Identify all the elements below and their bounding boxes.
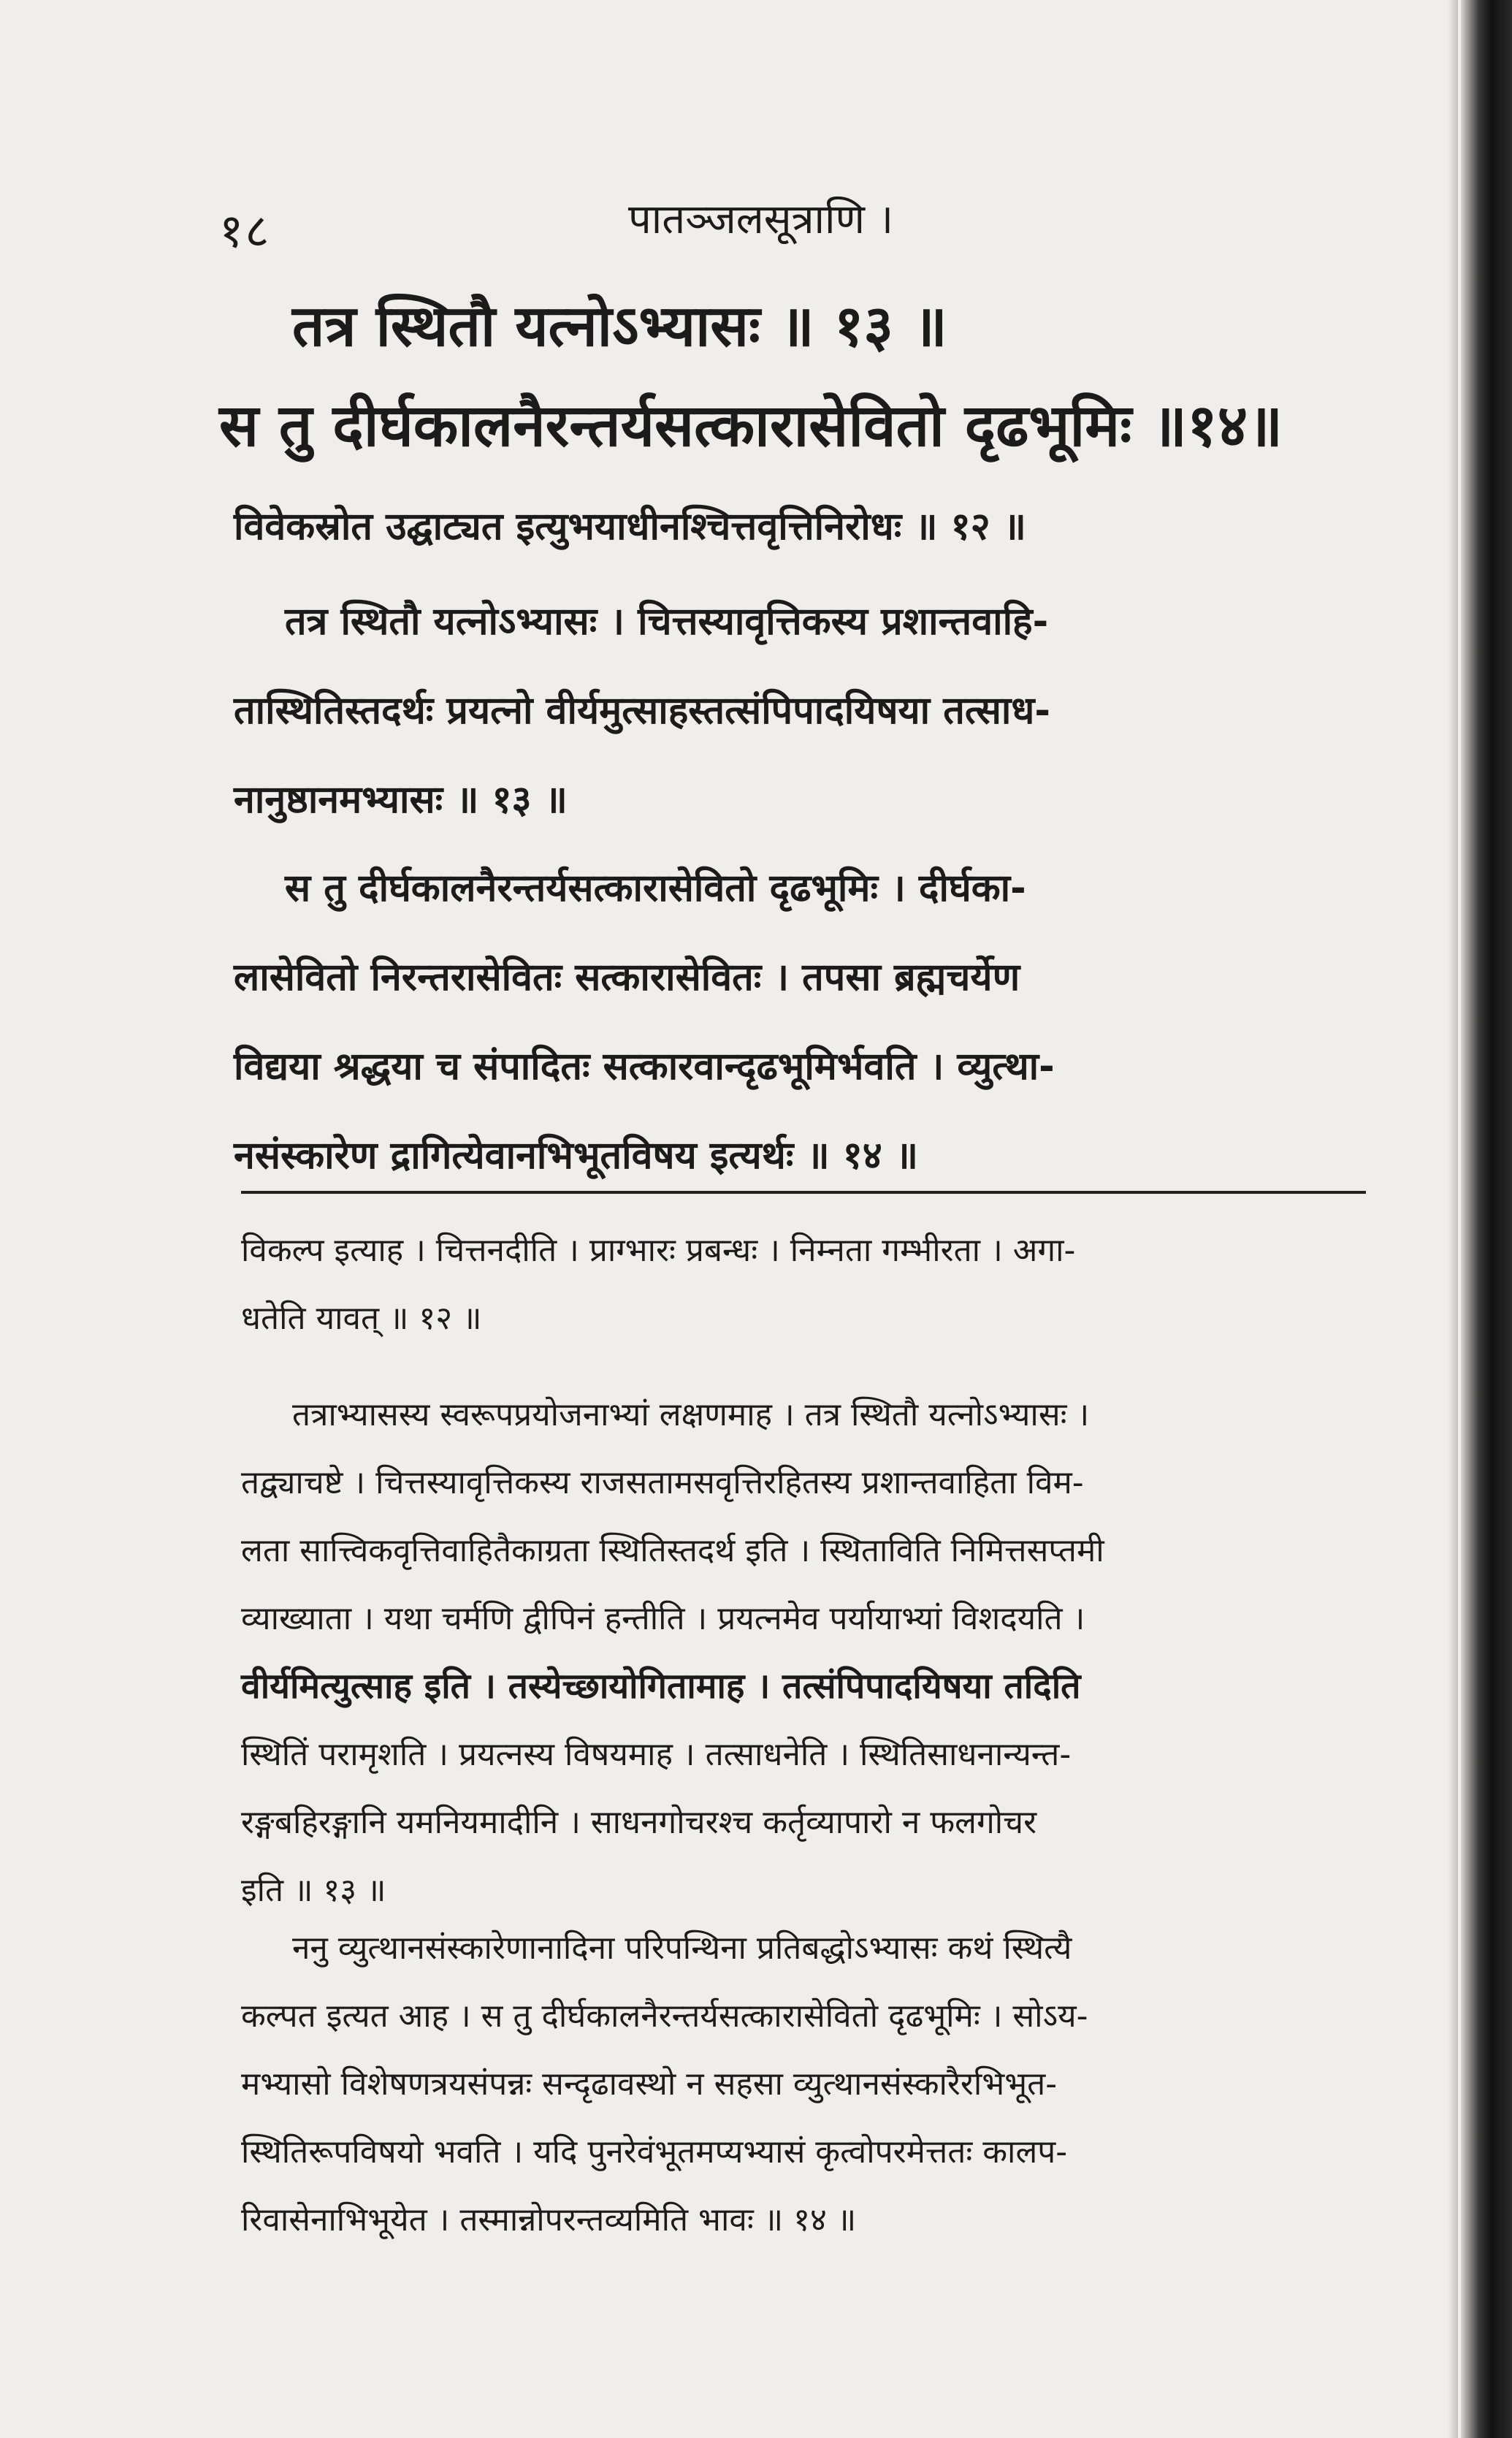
text-line: लासेवितो निरन्तरासेवितः सत्कारासेवितः । तपसा ब्रह्मचर्येण <box>234 956 1020 999</box>
main-text-sutra-14-gloss <box>234 844 1373 1200</box>
page-header <box>219 183 1359 259</box>
text-line: विद्यया श्रद्धया च संपादितः सत्कारवान्दृढभूमिर्भवति । व्युत्था- <box>234 1045 1055 1089</box>
comment-line: कल्पत इत्यत आह । स तु दीर्घकालनैरन्तर्यसत्कारासेवितो दृढभूमिः । सोऽय- <box>241 1997 1088 2035</box>
comment-line: लता सात्त्विकवृत्तिवाहितैकाग्रता स्थितिस्तदर्थ इति । स्थिताविति निमित्तसप्तमी <box>241 1532 1104 1569</box>
comment-line: रिवासेनाभिभूयेत । तस्मान्नोपरन्तव्यमिति भावः ॥ १४ ॥ <box>241 2201 857 2239</box>
comment-line: रङ्गबहिरङ्गानि यमनियमादीनि । साधनगोचरश्च कर्तृव्यापारो न फलगोचर <box>241 1804 1037 1841</box>
running-title: पातञ्जलसूत्राणि । <box>628 196 894 243</box>
text-line: नसंस्कारेण द्रागित्येवानभिभूतविषय इत्यर्थः ॥ १४ ॥ <box>234 1134 919 1178</box>
comment-line: इति ॥ १३ ॥ <box>241 1872 386 1909</box>
comment-line: विकल्प इत्याह । चित्तनदीति । प्राग्भारः प्रबन्धः । निम्नता गम्भीरता । अगा- <box>241 1232 1076 1269</box>
comment-line: मभ्यासो विशेषणत्रयसंपन्नः सन्दृढावस्थो न सहसा व्युत्थानसंस्कारैरभिभूत- <box>241 2065 1058 2103</box>
comment-line: स्थितिं परामृशति । प्रयत्नस्य विषयमाह । तत्साधनेति । स्थितिसाधनान्यन्त- <box>241 1736 1072 1773</box>
main-text-sutra-13-gloss <box>234 577 1373 845</box>
page-number: १८ <box>219 205 271 259</box>
commentary-12 <box>241 1216 1381 1352</box>
commentary-13 <box>241 1381 1381 1924</box>
text-line: नानुष्ठानमभ्यासः ॥ १३ ॥ <box>234 778 568 822</box>
sutra-14: स तु दीर्घकालनैरन्तर्यसत्कारासेवितो दृढभूमिः ॥१४॥ <box>219 392 1283 460</box>
commentary-14 <box>241 1914 1381 2254</box>
text-line: स तु दीर्घकालनैरन्तर्यसत्कारासेवितो दृढभूमिः । दीर्घका- <box>285 866 1026 910</box>
comment-line: धतेति यावत् ॥ १२ ॥ <box>241 1300 482 1337</box>
comment-line: ननु व्युत्थानसंस्कारेणानादिना परिपन्थिना प्रतिबद्धोऽभ्यासः कथं स्थित्यै <box>292 1930 1072 1967</box>
comment-line: व्याख्याता । यथा चर्मणि द्वीपिनं हन्तीति । प्रयत्नमेव पर्यायाभ्यां विशदयति । <box>241 1600 1085 1637</box>
main-text-prev-line <box>234 482 1373 571</box>
comment-line: तत्राभ्यासस्य स्वरूपप्रयोजनाभ्यां लक्षणमाह । तत्र स्थितौ यत्नोऽभ्यासः । <box>292 1396 1090 1433</box>
comment-line: तद्व्याचष्टे । चित्तस्यावृत्तिकस्य राजसतामसवृत्तिरहितस्य प्रशान्तवाहिता विम- <box>241 1464 1084 1501</box>
sutra-13: तत्र स्थितौ यत्नोऽभ्यासः ॥ १३ ॥ <box>292 294 947 359</box>
text-line: तास्थितिस्तदर्थः प्रयत्नो वीर्यमुत्साहस्तत्संपिपादयिषया तत्साध- <box>234 689 1050 733</box>
text-line: विवेकस्रोत उद्घाट्यत इत्युभयाधीनश्चित्तवृत्तिनिरोधः ॥ १२ ॥ <box>234 505 1026 549</box>
page-binding-shadow <box>1461 0 1512 2438</box>
text-line: तत्र स्थितौ यत्नोऽभ्यासः । चित्तस्यावृत्तिकस्य प्रशान्तवाहि- <box>285 600 1049 644</box>
comment-line: स्थितिरूपविषयो भवति । यदि पुनरेवंभूतमप्यभ्यासं कृत्वोपरमेत्ततः कालप- <box>241 2133 1068 2171</box>
comment-line: वीर्यमित्युत्साह इति । तस्येच्छायोगितामाह । तत्संपिपादयिषया तदिति <box>241 1666 1081 1707</box>
section-divider <box>241 1191 1366 1194</box>
